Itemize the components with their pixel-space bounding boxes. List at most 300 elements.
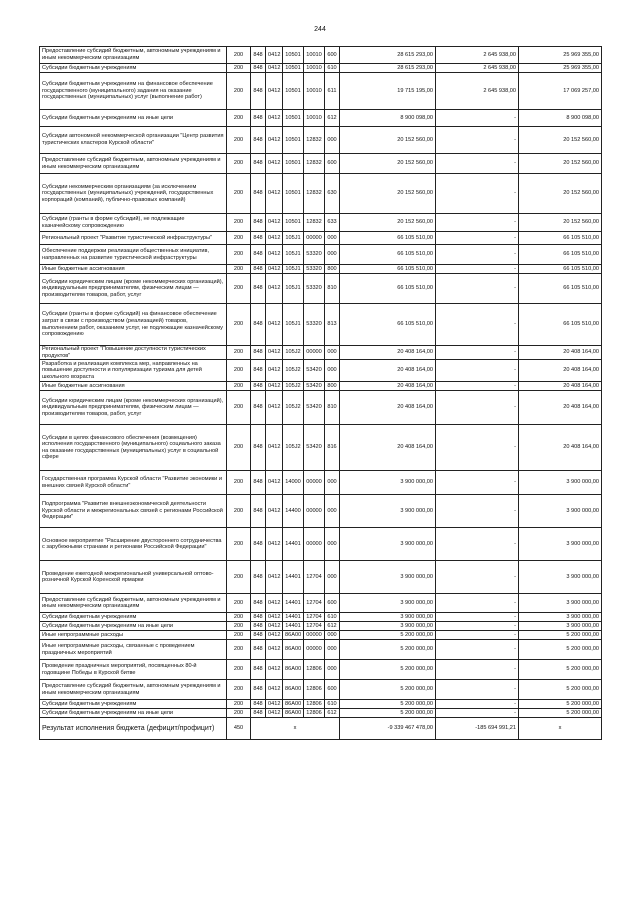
table-row	[40, 471, 602, 495]
table-row	[40, 561, 602, 594]
row-expense-type: 630	[325, 174, 340, 214]
row-expense-type: 000	[325, 528, 340, 561]
row-section: 0412	[266, 214, 283, 232]
row-program: 10501	[283, 127, 304, 154]
row-expense-type: 800	[325, 382, 340, 391]
row-executed: -	[436, 174, 519, 214]
row-unexecuted: 3 900 000,00	[519, 622, 602, 631]
row-approved: 5 200 000,00	[340, 640, 436, 660]
row-direction: 00000	[304, 232, 325, 245]
row-section: 0412	[266, 245, 283, 265]
row-code: 200	[227, 360, 251, 382]
row-name: Иные бюджетные ассигнования	[40, 382, 227, 391]
row-executed: -	[436, 471, 519, 495]
table-row	[40, 680, 602, 700]
row-executed: -	[436, 640, 519, 660]
row-name: Субсидии бюджетным учреждениям	[40, 64, 227, 73]
row-code: 200	[227, 304, 251, 346]
row-approved: 20 408 164,00	[340, 360, 436, 382]
row-name: Основное мероприятие "Расширение двустороннего сотрудничества с зарубежными странами и регионами Российской Федерации"	[40, 528, 227, 561]
row-expense-type: 000	[325, 561, 340, 594]
row-unexecuted: 17 069 257,00	[519, 73, 602, 110]
row-expense-type: 000	[325, 360, 340, 382]
row-name: Иные бюджетные ассигнования	[40, 265, 227, 274]
table-row	[40, 73, 602, 110]
row-ministry: 848	[251, 232, 266, 245]
row-ministry: 848	[251, 613, 266, 622]
table-row	[40, 110, 602, 127]
row-name: Субсидии (гранты в форме субсидий), не подлежащие казначейскому сопровождению	[40, 214, 227, 232]
row-approved: 5 200 000,00	[340, 709, 436, 718]
row-executed: -	[436, 561, 519, 594]
table-row	[40, 382, 602, 391]
row-approved: 8 900 098,00	[340, 110, 436, 127]
row-ministry: 848	[251, 64, 266, 73]
row-name: Субсидии некоммерческим организациям (за исключением государственных (муниципальных) учреждений, государственных корпораций (компаний), публично-правовых компаний)	[40, 174, 227, 214]
row-program: 86A00	[283, 631, 304, 640]
row-expense-type: 600	[325, 154, 340, 174]
result-row	[40, 718, 602, 740]
row-executed: -	[436, 495, 519, 528]
row-ministry: 848	[251, 471, 266, 495]
row-name: Субсидии бюджетным учреждениям на иные цели	[40, 110, 227, 127]
row-name: Проведение ежегодной межрегиональной универсальной оптово-розничной Курской Коренской ярмарки	[40, 561, 227, 594]
row-direction: 12832	[304, 127, 325, 154]
row-executed: -	[436, 245, 519, 265]
row-program: 10501	[283, 110, 304, 127]
table-row	[40, 265, 602, 274]
row-program: 86A00	[283, 680, 304, 700]
row-executed: 2 645 938,00	[436, 47, 519, 64]
row-unexecuted: 20 408 164,00	[519, 382, 602, 391]
row-program: 10501	[283, 73, 304, 110]
row-section: 0412	[266, 471, 283, 495]
row-unexecuted: 20 152 560,00	[519, 127, 602, 154]
row-expense-type: 813	[325, 304, 340, 346]
row-approved: 20 152 560,00	[340, 154, 436, 174]
row-executed: -	[436, 304, 519, 346]
row-code: 200	[227, 631, 251, 640]
row-code: 200	[227, 660, 251, 680]
row-direction: 00000	[304, 528, 325, 561]
row-executed: -	[436, 594, 519, 613]
row-approved: 28 615 293,00	[340, 64, 436, 73]
row-code: 200	[227, 174, 251, 214]
row-code: 200	[227, 245, 251, 265]
row-code: 200	[227, 47, 251, 64]
row-unexecuted: 3 900 000,00	[519, 561, 602, 594]
row-name: Субсидии бюджетным учреждениям	[40, 613, 227, 622]
row-name: Региональный проект "Развитие туристической инфраструктуры"	[40, 232, 227, 245]
row-section: 0412	[266, 561, 283, 594]
row-ministry: 848	[251, 274, 266, 304]
row-code: 200	[227, 495, 251, 528]
row-program: 86A00	[283, 709, 304, 718]
row-ministry: 848	[251, 495, 266, 528]
row-ministry: 848	[251, 622, 266, 631]
row-section: 0412	[266, 110, 283, 127]
row-section: 0412	[266, 127, 283, 154]
row-expense-type: 633	[325, 214, 340, 232]
row-code: 200	[227, 274, 251, 304]
row-section: 0412	[266, 594, 283, 613]
row-approved: 3 900 000,00	[340, 622, 436, 631]
row-name: Иные непрограммные расходы	[40, 631, 227, 640]
budget-table-body	[40, 47, 602, 740]
row-executed: -	[436, 127, 519, 154]
row-code: 200	[227, 214, 251, 232]
row-approved: 20 408 164,00	[340, 382, 436, 391]
row-section: 0412	[266, 495, 283, 528]
row-ministry: 848	[251, 709, 266, 718]
row-unexecuted: 66 105 510,00	[519, 245, 602, 265]
table-row	[40, 495, 602, 528]
result-code: 450	[227, 718, 251, 740]
row-expense-type: 810	[325, 274, 340, 304]
row-direction: 53320	[304, 245, 325, 265]
row-direction: 10010	[304, 47, 325, 64]
row-expense-type: 000	[325, 495, 340, 528]
row-unexecuted: 66 105 510,00	[519, 265, 602, 274]
row-name: Субсидии юридическим лицам (кроме некоммерческих организаций), индивидуальным предпринимателям, физическим лицам — производителям товаров, работ, услуг	[40, 391, 227, 425]
row-section: 0412	[266, 622, 283, 631]
row-direction: 12704	[304, 622, 325, 631]
row-direction: 53320	[304, 265, 325, 274]
table-row	[40, 346, 602, 360]
row-ministry: 848	[251, 660, 266, 680]
row-ministry: 848	[251, 73, 266, 110]
row-name: Предоставление субсидий бюджетным, автономным учреждениям и иным некоммерческим организациям	[40, 47, 227, 64]
row-program: 86A00	[283, 640, 304, 660]
row-code: 200	[227, 561, 251, 594]
row-expense-type: 000	[325, 346, 340, 360]
result-x: x	[251, 718, 340, 740]
row-code: 200	[227, 391, 251, 425]
row-executed: -	[436, 265, 519, 274]
table-row	[40, 304, 602, 346]
row-direction: 12704	[304, 561, 325, 594]
row-ministry: 848	[251, 127, 266, 154]
row-code: 200	[227, 154, 251, 174]
row-executed: -	[436, 391, 519, 425]
row-code: 200	[227, 640, 251, 660]
row-ministry: 848	[251, 360, 266, 382]
row-program: 14000	[283, 471, 304, 495]
row-ministry: 848	[251, 594, 266, 613]
row-section: 0412	[266, 346, 283, 360]
row-section: 0412	[266, 700, 283, 709]
table-row	[40, 154, 602, 174]
table-row	[40, 47, 602, 64]
row-ministry: 848	[251, 154, 266, 174]
row-expense-type: 000	[325, 471, 340, 495]
row-section: 0412	[266, 360, 283, 382]
row-executed: -	[436, 613, 519, 622]
row-program: 105J1	[283, 304, 304, 346]
row-approved: 20 152 560,00	[340, 214, 436, 232]
row-section: 0412	[266, 425, 283, 471]
table-row	[40, 631, 602, 640]
row-approved: 20 408 164,00	[340, 346, 436, 360]
row-expense-type: 612	[325, 622, 340, 631]
table-row	[40, 594, 602, 613]
row-name: Субсидии автономной некоммерческой организации "Центр развития туристических кластеров Курской области"	[40, 127, 227, 154]
table-row	[40, 64, 602, 73]
row-unexecuted: 20 152 560,00	[519, 214, 602, 232]
page-number: 244	[314, 26, 326, 33]
row-section: 0412	[266, 47, 283, 64]
row-section: 0412	[266, 73, 283, 110]
row-approved: 3 900 000,00	[340, 613, 436, 622]
row-direction: 12704	[304, 613, 325, 622]
row-direction: 10010	[304, 110, 325, 127]
row-direction: 12806	[304, 660, 325, 680]
row-code: 200	[227, 471, 251, 495]
row-approved: 5 200 000,00	[340, 700, 436, 709]
row-code: 200	[227, 594, 251, 613]
row-expense-type: 610	[325, 613, 340, 622]
row-code: 200	[227, 265, 251, 274]
row-program: 105J1	[283, 265, 304, 274]
row-unexecuted: 20 408 164,00	[519, 425, 602, 471]
row-expense-type: 000	[325, 631, 340, 640]
row-code: 200	[227, 622, 251, 631]
row-program: 105J2	[283, 425, 304, 471]
row-code: 200	[227, 382, 251, 391]
row-program: 14400	[283, 495, 304, 528]
table-row	[40, 709, 602, 718]
row-unexecuted: 5 200 000,00	[519, 640, 602, 660]
row-unexecuted: 20 408 164,00	[519, 360, 602, 382]
row-ministry: 848	[251, 640, 266, 660]
row-unexecuted: 3 900 000,00	[519, 594, 602, 613]
row-approved: 5 200 000,00	[340, 680, 436, 700]
row-ministry: 848	[251, 245, 266, 265]
row-program: 105J2	[283, 391, 304, 425]
row-executed: -	[436, 274, 519, 304]
row-direction: 53420	[304, 360, 325, 382]
row-code: 200	[227, 346, 251, 360]
row-program: 14401	[283, 594, 304, 613]
table-row	[40, 528, 602, 561]
row-executed: -	[436, 154, 519, 174]
row-program: 10501	[283, 64, 304, 73]
row-unexecuted: 66 105 510,00	[519, 274, 602, 304]
row-name: Субсидии бюджетным учреждениям на иные цели	[40, 622, 227, 631]
row-approved: 20 152 560,00	[340, 174, 436, 214]
row-program: 105J2	[283, 382, 304, 391]
row-unexecuted: 3 900 000,00	[519, 495, 602, 528]
table-row	[40, 425, 602, 471]
row-expense-type: 000	[325, 640, 340, 660]
table-row	[40, 127, 602, 154]
row-name: Подпрограмма "Развитие внешнеэкономической деятельности Курской области и межрегиональных связей с регионами Российской Федерации"	[40, 495, 227, 528]
row-direction: 00000	[304, 471, 325, 495]
row-code: 200	[227, 528, 251, 561]
row-section: 0412	[266, 64, 283, 73]
row-expense-type: 600	[325, 594, 340, 613]
row-expense-type: 000	[325, 245, 340, 265]
row-executed: 2 645 938,00	[436, 73, 519, 110]
row-direction: 12832	[304, 154, 325, 174]
row-name: Субсидии (гранты в форме субсидий) на финансовое обеспечение затрат в связи с производством (реализацией) товаров, выполнением работ, оказанием услуг, не подлежащие казначейскому сопровождению	[40, 304, 227, 346]
row-executed: -	[436, 346, 519, 360]
row-unexecuted: 5 200 000,00	[519, 631, 602, 640]
row-unexecuted: 25 969 355,00	[519, 64, 602, 73]
row-executed: -	[436, 622, 519, 631]
row-ministry: 848	[251, 265, 266, 274]
row-name: Государственная программа Курской области "Развитие экономики и внешних связей Курской области"	[40, 471, 227, 495]
row-approved: 3 900 000,00	[340, 594, 436, 613]
row-unexecuted: 5 200 000,00	[519, 680, 602, 700]
row-direction: 12806	[304, 700, 325, 709]
row-section: 0412	[266, 709, 283, 718]
row-section: 0412	[266, 232, 283, 245]
table-row	[40, 245, 602, 265]
row-program: 14401	[283, 622, 304, 631]
row-code: 200	[227, 232, 251, 245]
row-unexecuted: 25 969 355,00	[519, 47, 602, 64]
row-unexecuted: 5 200 000,00	[519, 709, 602, 718]
table-row	[40, 622, 602, 631]
row-name: Субсидии бюджетным учреждениям на иные цели	[40, 709, 227, 718]
table-row	[40, 360, 602, 382]
row-name: Разработка и реализация комплекса мер, направленных на повышение доступности и популяризации туризма для детей школьного возраста	[40, 360, 227, 382]
row-executed: -	[436, 631, 519, 640]
row-code: 200	[227, 425, 251, 471]
row-ministry: 848	[251, 47, 266, 64]
row-approved: 28 615 293,00	[340, 47, 436, 64]
row-expense-type: 000	[325, 232, 340, 245]
row-program: 10501	[283, 154, 304, 174]
row-ministry: 848	[251, 110, 266, 127]
row-approved: 3 900 000,00	[340, 495, 436, 528]
row-ministry: 848	[251, 304, 266, 346]
row-expense-type: 800	[325, 265, 340, 274]
row-code: 200	[227, 680, 251, 700]
row-unexecuted: 66 105 510,00	[519, 232, 602, 245]
row-ministry: 848	[251, 346, 266, 360]
result-unexecuted: x	[519, 718, 602, 740]
row-expense-type: 610	[325, 700, 340, 709]
row-ministry: 848	[251, 425, 266, 471]
row-approved: 5 200 000,00	[340, 631, 436, 640]
row-unexecuted: 3 900 000,00	[519, 613, 602, 622]
table-row	[40, 391, 602, 425]
table-row	[40, 613, 602, 622]
row-code: 200	[227, 613, 251, 622]
row-approved: 3 900 000,00	[340, 561, 436, 594]
row-section: 0412	[266, 174, 283, 214]
row-ministry: 848	[251, 382, 266, 391]
row-expense-type: 600	[325, 680, 340, 700]
row-program: 14401	[283, 561, 304, 594]
table-row	[40, 214, 602, 232]
row-ministry: 848	[251, 561, 266, 594]
row-executed: -	[436, 382, 519, 391]
table-row	[40, 274, 602, 304]
row-executed: -	[436, 660, 519, 680]
row-program: 10501	[283, 214, 304, 232]
budget-table	[39, 46, 602, 740]
row-unexecuted: 3 900 000,00	[519, 471, 602, 495]
row-direction: 10010	[304, 64, 325, 73]
row-unexecuted: 20 152 560,00	[519, 154, 602, 174]
row-section: 0412	[266, 304, 283, 346]
row-section: 0412	[266, 382, 283, 391]
row-name: Иные непрограммные расходы, связанные с проведением праздничных мероприятий	[40, 640, 227, 660]
row-name: Субсидии бюджетным учреждениям	[40, 700, 227, 709]
row-direction: 12832	[304, 214, 325, 232]
row-approved: 3 900 000,00	[340, 528, 436, 561]
row-direction: 53420	[304, 425, 325, 471]
row-section: 0412	[266, 631, 283, 640]
row-approved: 66 105 510,00	[340, 265, 436, 274]
row-unexecuted: 66 105 510,00	[519, 304, 602, 346]
result-executed: -185 694 991,21	[436, 718, 519, 740]
row-name: Предоставление субсидий бюджетным, автономным учреждениям и иным некоммерческим организациям	[40, 680, 227, 700]
result-approved: -9 339 467 478,00	[340, 718, 436, 740]
row-approved: 66 105 510,00	[340, 304, 436, 346]
row-code: 200	[227, 127, 251, 154]
row-name: Субсидии в целях финансового обеспечения (возмещения) исполнения государственного (муниципального) социального заказа на оказание государственных (муниципальных) услуг в социальной сфере	[40, 425, 227, 471]
row-approved: 20 408 164,00	[340, 425, 436, 471]
row-unexecuted: 5 200 000,00	[519, 700, 602, 709]
row-section: 0412	[266, 640, 283, 660]
row-code: 200	[227, 64, 251, 73]
row-code: 200	[227, 709, 251, 718]
row-expense-type: 610	[325, 64, 340, 73]
row-program: 105J1	[283, 245, 304, 265]
row-expense-type: 000	[325, 127, 340, 154]
row-direction: 00000	[304, 346, 325, 360]
row-direction: 53320	[304, 274, 325, 304]
row-section: 0412	[266, 265, 283, 274]
row-ministry: 848	[251, 631, 266, 640]
row-unexecuted: 20 408 164,00	[519, 346, 602, 360]
row-direction: 00000	[304, 631, 325, 640]
row-approved: 19 715 195,00	[340, 73, 436, 110]
row-program: 86A00	[283, 660, 304, 680]
row-name: Проведение праздничных мероприятий, посвященных 80-й годовщине Победы в Курской битве	[40, 660, 227, 680]
table-row	[40, 174, 602, 214]
row-expense-type: 810	[325, 391, 340, 425]
row-section: 0412	[266, 274, 283, 304]
row-code: 200	[227, 700, 251, 709]
row-name: Обеспечение поддержки реализации общественных инициатив, направленных на развитие туристической инфраструктуры	[40, 245, 227, 265]
row-direction: 53420	[304, 391, 325, 425]
row-executed: -	[436, 425, 519, 471]
row-section: 0412	[266, 660, 283, 680]
row-section: 0412	[266, 154, 283, 174]
row-executed: -	[436, 360, 519, 382]
row-approved: 66 105 510,00	[340, 274, 436, 304]
row-name: Предоставление субсидий бюджетным, автономным учреждениям и иным некоммерческим организациям	[40, 594, 227, 613]
row-unexecuted: 8 900 098,00	[519, 110, 602, 127]
row-expense-type: 612	[325, 110, 340, 127]
row-approved: 20 152 560,00	[340, 127, 436, 154]
row-ministry: 848	[251, 700, 266, 709]
row-program: 14401	[283, 528, 304, 561]
row-section: 0412	[266, 391, 283, 425]
row-code: 200	[227, 73, 251, 110]
result-name: Результат исполнения бюджета (дефицит/профицит)	[40, 718, 227, 740]
row-executed: 2 645 938,00	[436, 64, 519, 73]
row-name: Субсидии юридическим лицам (кроме некоммерческих организаций), индивидуальным предпринимателям, физическим лицам — производителям товаров, работ, услуг	[40, 274, 227, 304]
row-direction: 53420	[304, 382, 325, 391]
row-ministry: 848	[251, 391, 266, 425]
row-program: 14401	[283, 613, 304, 622]
